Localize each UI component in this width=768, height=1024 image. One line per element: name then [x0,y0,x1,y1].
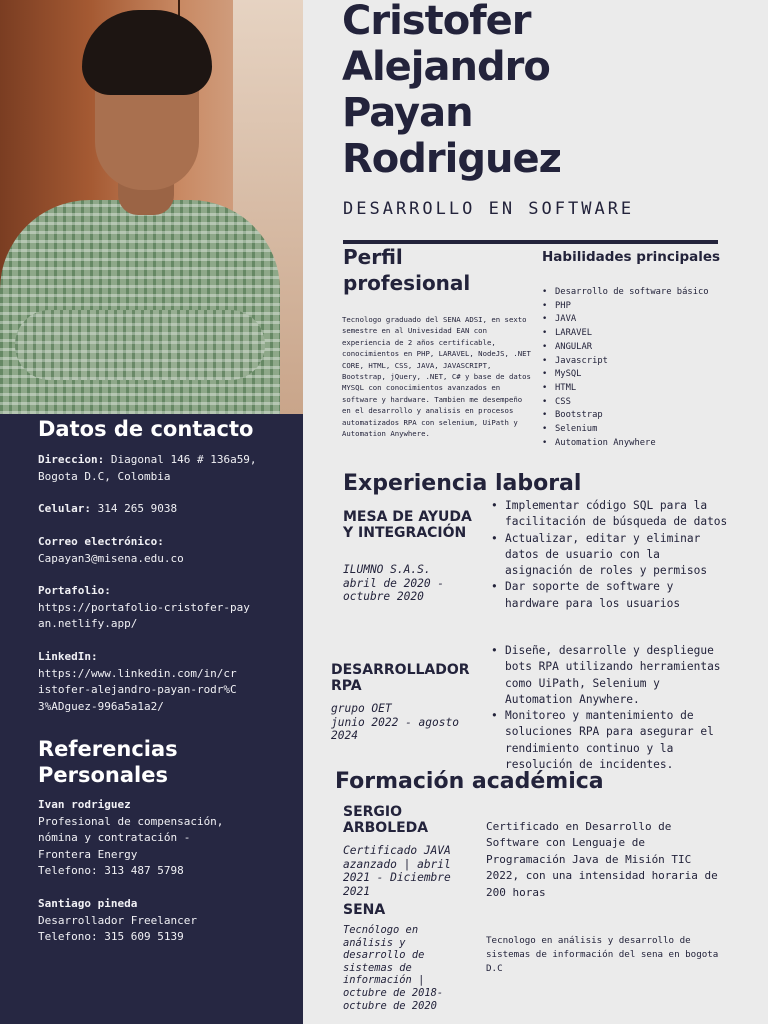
contact-phone [38,501,288,518]
photo-shirt [0,200,280,414]
job-bullet: • Dar soporte de software y hardware para los usuarios [491,579,731,612]
education-description: Tecnologo en análisis y desarrollo de sistemas de información del sena en bogota D.C [486,935,719,974]
job-bullet: • Implementar código SQL para la facilitación de búsqueda de datos [491,498,731,531]
profile-text: Tecnologo graduado del SENA ADSI, en sexto semestre en al Univesidad EAN con experiencia de 2 años certificable, conocimientos en PHP, LARAVEL, NodeJS, .NET CORE, HTML, CSS, JAVA, JAVASCRIPT, Bootstrap, jQuery, .NET, C# y base de datos MYSQL con conocimientos avanzados en software y hardware. Tambien me desempeño en el desarrollo y analisis en procesos automatizados RPA con selenium, UiPath y Automation Anywhere. [342,315,531,439]
profile-photo [0,0,303,414]
experience-heading: Experiencia laboral [343,471,582,496]
address-value: Diagonal 146 # 136a59, Bogota D.C, Colombia [38,453,257,483]
skills-list [542,286,752,450]
job-meta [331,702,471,743]
job-dates: junio 2022 - agosto 2024 [331,715,459,742]
job-meta [343,563,483,604]
reference-role: Profesional de compensación, nómina y contratación - Frontera Energy [38,814,224,861]
job-company: grupo OET [331,702,392,715]
name-line: Payan [342,90,473,136]
skill-item: • Desarrollo de software básico [542,286,752,300]
skill-item: • JAVA [542,313,752,327]
job-title: DESARROLLADOR RPA [331,662,470,694]
contact-email [38,534,288,567]
job-company: ILUMNO S.A.S. [343,563,431,576]
name-line: Rodriguez [342,136,561,182]
contact-heading: Datos de contacto [38,417,254,441]
job-bullet: • Diseñe, desarrolle y despliegue bots RPA utilizando herramientas como UiPath, Selenium y Automation Anywhere. [491,643,731,708]
job-bullet: • Monitoreo y mantenimiento de soluciones RPA para asegurar el rendimiento continuo y la resolución de incidentes. [491,708,731,773]
education-school: SERGIO ARBOLEDA [343,804,429,836]
job-dates: abril de 2020 - octubre 2020 [343,576,445,603]
photo-hair [82,10,212,95]
skill-item: • Selenium [542,423,752,437]
job-bullets [491,498,731,612]
reference-name: Santiago pineda [38,897,138,910]
reference-phone: Telefono: 315 609 5139 [38,930,184,943]
education-meta: Tecnólogo en análisis y desarrollo de sistemas de información | octubre de 2018- octubre de 2020 [343,924,444,1012]
reference-role: Desarrollador Freelancer [38,913,197,927]
skill-item: • Javascript [542,355,752,369]
address-label: Direccion: [38,453,105,466]
name-line: Alejandro [342,44,550,90]
education-heading: Formación académica [335,769,604,794]
full-name [342,0,762,182]
job-bullet: • Actualizar, editar y eliminar datos de usuario con la asignación de roles y permisos [491,531,731,580]
skill-item: • PHP [542,300,752,314]
reference-item [38,896,243,946]
portfolio-label: Portafolio: [38,584,111,597]
education-school: SENA [343,902,386,918]
skill-item: • Automation Anywhere [542,437,752,451]
skill-item: • HTML [542,382,752,396]
profile-heading: Perfil profesional [343,245,471,295]
reference-name: Ivan rodriguez [38,798,131,811]
linkedin-link[interactable]: https://www.linkedin.com/in/cristofer-alejandro-payan-rodr%C3%ADguez-996a5a1a2/ [38,666,237,713]
reference-item [38,797,243,880]
phone-label: Celular: [38,502,91,515]
contact-linkedin [38,649,243,715]
skill-item: • Bootstrap [542,409,752,423]
email-value[interactable]: Capayan3@misena.edu.co [38,551,184,565]
references-heading: Referencias Personales [38,737,178,787]
reference-phone: Telefono: 313 487 5798 [38,864,184,877]
skill-item: • LARAVEL [542,327,752,341]
name-line: Cristofer [342,0,531,44]
skill-item: • MySQL [542,368,752,382]
job-bullets [491,643,731,773]
education-description: Certificado en Desarrollo de Software con Lenguaje de Programación Java de Misión TIC 2022, con una intensidad horaria de 200 horas [486,820,718,899]
contact-portfolio [38,583,253,633]
phone-value: 314 265 9038 [97,502,178,515]
email-label: Correo electrónico: [38,535,164,548]
skill-item: • CSS [542,396,752,410]
job-title: MESA DE AYUDA Y INTEGRACIÓN [343,509,472,541]
skill-item: • ANGULAR [542,341,752,355]
linkedin-label: LinkedIn: [38,650,98,663]
portfolio-link[interactable]: https://portafolio-cristofer-payan.netlify.app/ [38,600,250,630]
contact-address [38,452,288,485]
education-meta: Certificado JAVA azanzado | abril 2021 - Diciembre 2021 [343,844,451,898]
photo-crossed-arms [15,310,265,380]
tagline: DESARROLLO EN SOFTWARE [343,199,635,219]
skills-heading: Habilidades principales [542,249,721,265]
